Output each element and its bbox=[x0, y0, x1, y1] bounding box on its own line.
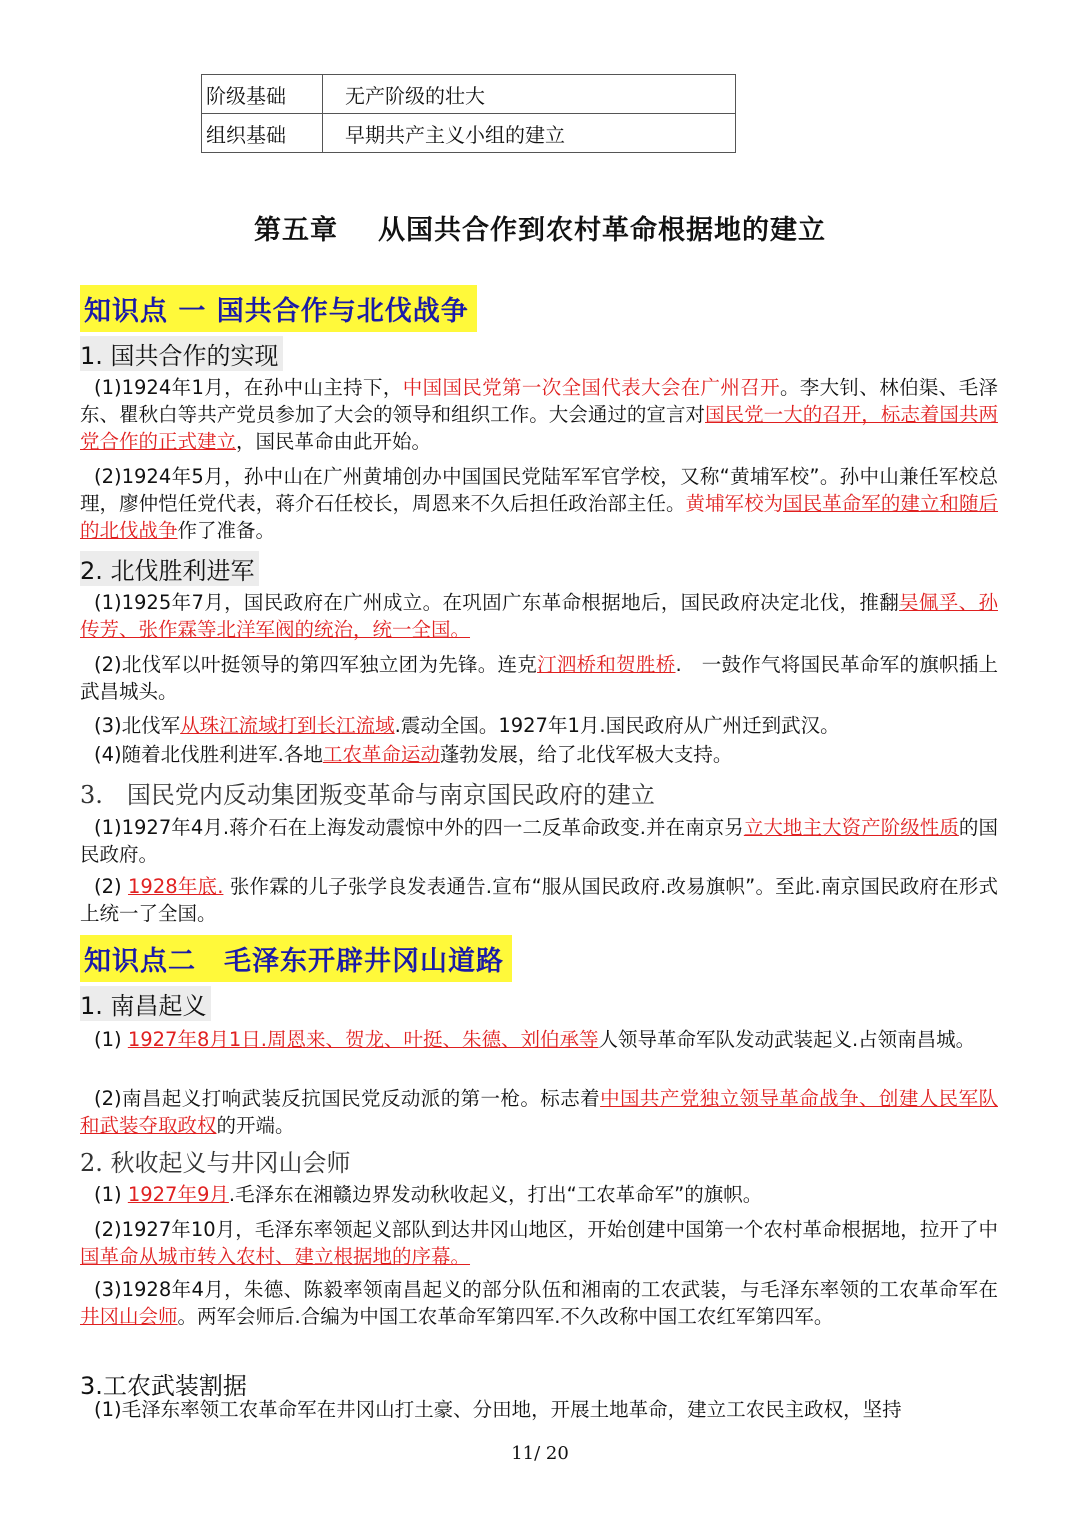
paragraph: (1)毛泽东率领工农革命军在井冈山打土豪、分田地，开展土地革命，建立工农民主政权，坚持 bbox=[94, 1398, 902, 1421]
paragraph: (4)随着北伐胜利进军.各地工农革命运动蓬勃发展，给了北伐军极大支持。 bbox=[94, 743, 733, 766]
paragraph: (1)1927年4月.蒋介石在上海发动震惊中外的四一二反革命政变.并在南京另立大地主大资产阶级性质的国民政府。 bbox=[80, 816, 998, 866]
paragraph: (3)1928年4月，朱德、陈毅率领南昌起义的部分队伍和湘南的工农武装，与毛泽东率领的工农革命军在井冈山会师。两军会师后.合编为中国工农革命军第四军.不久改称中国工农红军第四军。 bbox=[80, 1278, 998, 1328]
paragraph: (2)1924年5月，孙中山在广州黄埔创办中国国民党陆军军官学校，又称“黄埔军校”。孙中山兼任军校总理，廖仲恺任党代表，蒋介石任校长，周恩来不久后担任政治部主任。黄埔军校为国民革命军的建立和随后的北伐战争作了准备。 bbox=[80, 465, 998, 542]
section-heading: 2. 北伐胜利进军 bbox=[80, 551, 259, 586]
section-heading: 1. 南昌起义 bbox=[80, 986, 211, 1021]
section-heading: 2. 秋收起义与井冈山会师 bbox=[80, 1149, 351, 1177]
section-heading: 3.工农武装割据 bbox=[80, 1372, 247, 1400]
section-heading: 3. 国民党内反动集团叛变革命与南京国民政府的建立 bbox=[80, 781, 655, 809]
table-cell-label: 组织基础 bbox=[202, 114, 323, 153]
paragraph: (2)北伐军以叶挺领导的第四军独立团为先锋。连克汀泗桥和贺胜桥. 一鼓作气将国民革命军的旗帜插上武昌城头。 bbox=[80, 653, 999, 703]
section-heading: 1. 国共合作的实现 bbox=[80, 336, 283, 371]
basis-table bbox=[201, 74, 736, 153]
paragraph: (2)1927年10月，毛泽东率领起义部队到达井冈山地区，开始创建中国第一个农村革命根据地，拉开了中国革命从城市转入农村、建立根据地的序幕。 bbox=[80, 1218, 998, 1268]
chapter-number: 第五章 bbox=[254, 215, 338, 246]
table-cell-label: 阶级基础 bbox=[202, 75, 323, 114]
paragraph: (1)1925年7月，国民政府在广州成立。在巩固广东革命根据地后，国民政府决定北伐，推翻吴佩孚、孙传芳、张作霖等北洋军阀的统治，统一全国。 bbox=[80, 591, 998, 641]
knowledge-point-1-heading: 知识点 一 国共合作与北伐战争 bbox=[80, 285, 477, 332]
paragraph: (2)南昌起义打响武装反抗国民党反动派的第一枪。标志着中国共产党独立领导革命战争、创建人民军队和武装夺取政权的开端。 bbox=[80, 1087, 998, 1137]
paragraph: (3)北伐军从珠江流域打到长江流域.震动全国。1927年1月.国民政府从广州迁到武汉。 bbox=[94, 714, 840, 737]
table-row bbox=[202, 75, 736, 114]
chapter-name: 从国共合作到农村革命根据地的建立 bbox=[378, 215, 826, 246]
paragraph: (1) 1927年9月.毛泽东在湘赣边界发动秋收起义，打出“工农革命军”的旗帜。 bbox=[94, 1183, 763, 1206]
table-cell-value: 无产阶级的壮大 bbox=[323, 75, 736, 114]
paragraph: (1) 1927年8月1日.周恩来、贺龙、叶挺、朱德、刘伯承等人领导革命军队发动武装起义.占领南昌城。 bbox=[94, 1028, 976, 1051]
table-cell-value: 早期共产主义小组的建立 bbox=[323, 114, 736, 153]
paragraph: (2) 1928年底. 张作霖的儿子张学良发表通告.宣布“服从国民政府.改易旗帜”。至此.南京国民政府在形式上统一了全国。 bbox=[80, 875, 998, 925]
chapter-title bbox=[0, 208, 1080, 247]
knowledge-point-2-heading: 知识点二 毛泽东开辟井冈山道路 bbox=[80, 935, 512, 982]
page-number: 11/ 20 bbox=[511, 1443, 569, 1464]
table-row bbox=[202, 114, 736, 153]
paragraph: (1)1924年1月，在孙中山主持下，中国国民党第一次全国代表大会在广州召开。李大钊、林伯渠、毛泽东、瞿秋白等共产党员参加了大会的领导和组织工作。大会通过的宣言对国民党一大的召开，标志着国共两党合作的正式建立，国民革命由此开始。 bbox=[80, 376, 998, 453]
